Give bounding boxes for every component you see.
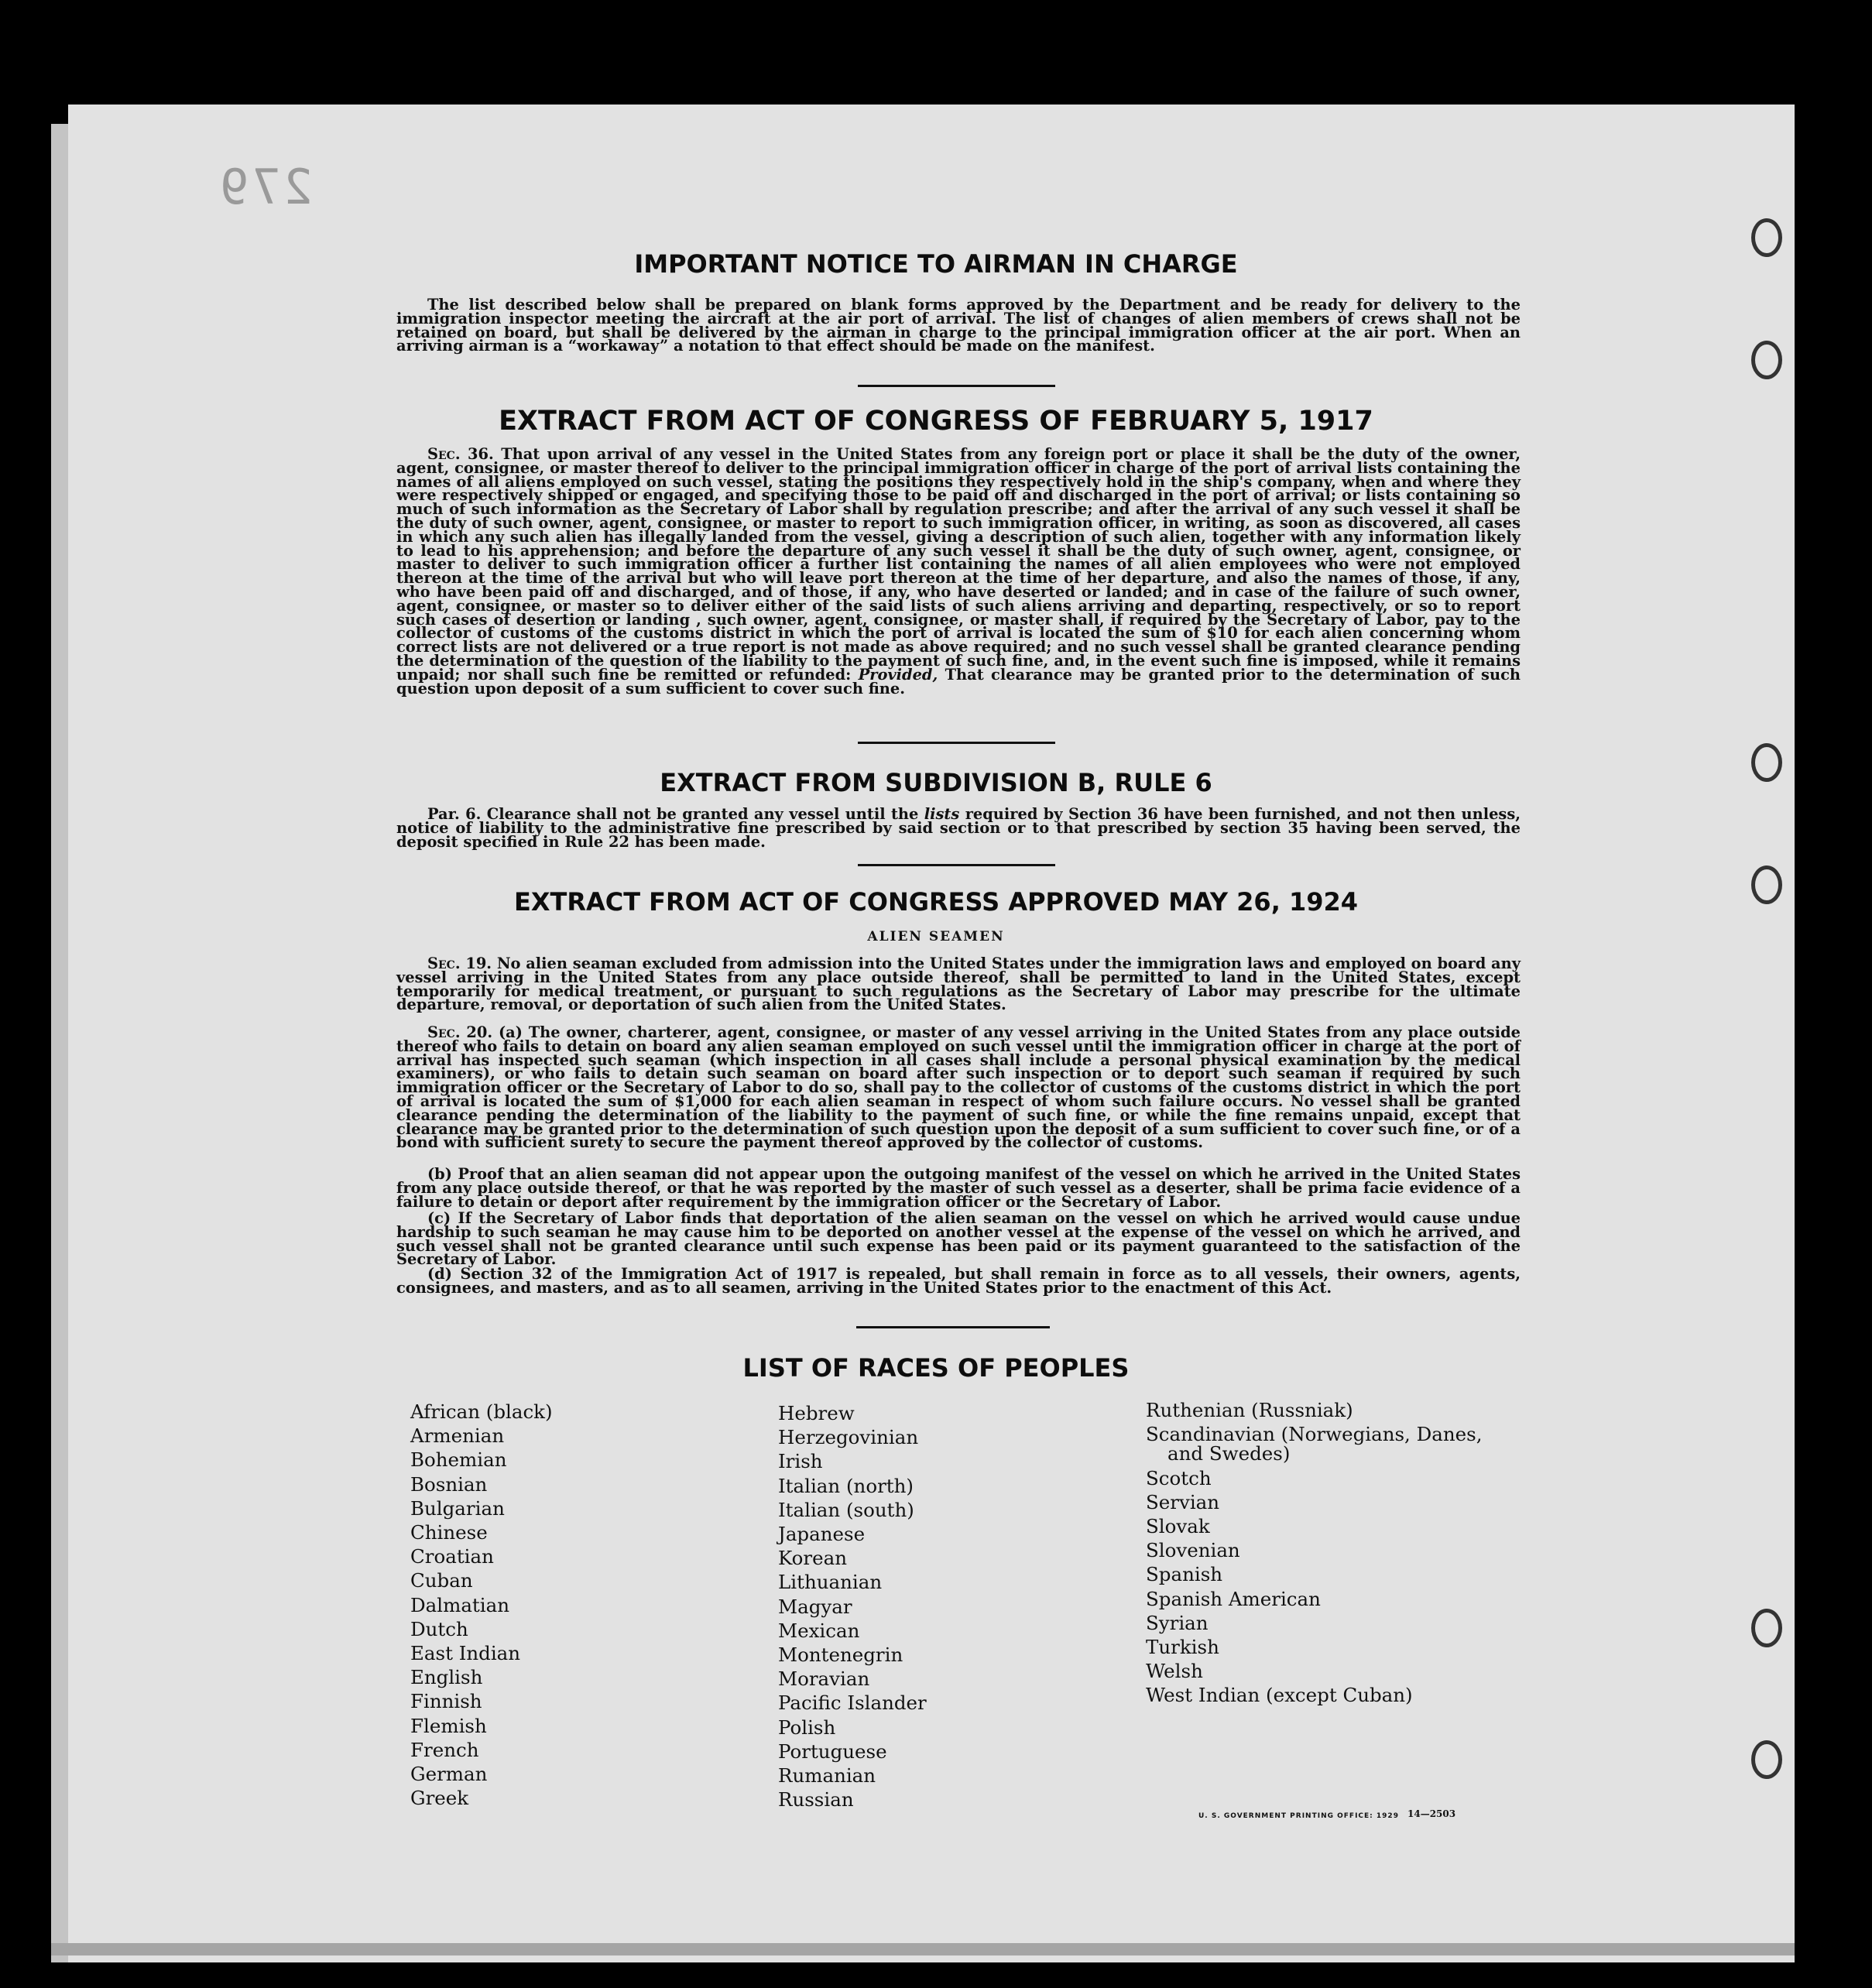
race-item: Bulgarian	[410, 1496, 505, 1520]
provided-word: Provided,	[858, 665, 938, 684]
race-item: Magyar	[778, 1595, 852, 1618]
race-item: Chinese	[410, 1521, 488, 1544]
act-1917-body-end: That clearance may be granted prior to the determination of such question upon deposit of a sum sufficient to cover such fine.	[396, 665, 1521, 698]
lists-word: lists	[924, 805, 960, 823]
page-edge-bottom	[51, 1943, 1795, 1955]
sec-20b-text: (b) Proof that an alien seaman did not appear upon the outgoing manifest of the vessel on which he arrived in the United States from any place outside thereof, or that he was reported by the master of such vessel as a deserter, shall be prima facie evidence of a failure to detain or deport after requirement by the immigration officer or the Secretary of Labor.	[396, 1165, 1521, 1211]
binder-hole-icon	[1751, 1609, 1782, 1647]
divider	[858, 864, 1055, 866]
race-item: Spanish	[1146, 1563, 1223, 1586]
race-item: Lithuanian	[778, 1571, 883, 1594]
race-item: Cuban	[410, 1569, 473, 1592]
race-item: Rumanian	[778, 1764, 876, 1787]
race-item: Korean	[778, 1547, 847, 1570]
sec-20a-text	[396, 1023, 1521, 1152]
races-title: LIST OF RACES OF PEOPLES	[742, 1353, 1130, 1383]
notice-title: IMPORTANT NOTICE TO AIRMAN IN CHARGE	[634, 249, 1238, 279]
race-item: Welsh	[1146, 1660, 1203, 1683]
race-item: Slovak	[1146, 1515, 1210, 1538]
act-1917-title: EXTRACT FROM ACT OF CONGRESS OF FEBRUARY 5, 1917	[499, 406, 1373, 437]
race-item: Servian	[1146, 1490, 1220, 1513]
race-item: Italian (north)	[778, 1474, 914, 1497]
race-item-continued: and Swedes)	[1167, 1442, 1291, 1465]
form-number: 14—2503	[1407, 1808, 1456, 1819]
sec-20a-body: (a) The owner, charterer, agent, consignee, or master of any vessel arriving in the United States from any place outside thereof who fails to detain on board any alien seaman employed on such vessel until the immigration officer in charge at the port of arrival has inspected such seaman (which inspection in all cases shall include a personal physical examination by the medical examiners), or who fails to detain such seaman on board after such inspection or to deport such seaman if required by such immigration officer or the Secretary of Labor to do so, shall pay to the collector of customs of the customs district in which the port of arrival is located the sum of $1,000 for each alien seaman in respect of whom such failure occurs. No vessel shall be granted clearance pending the determination of the liability to the payment of such fine, or while the fine remains unpaid, except that clearance may be granted prior to the determination of such question upon the deposit of a sum sufficient to cover such fine, or of a bond with sufficient surety to secure the payment thereof approved by the collector of customs.	[396, 1023, 1521, 1152]
race-item: Dutch	[410, 1617, 468, 1640]
race-item: Pacific Islander	[778, 1692, 927, 1715]
race-item: Japanese	[778, 1523, 866, 1546]
rule-6-text	[396, 805, 1521, 851]
section-label: Sec. 19.	[427, 955, 492, 972]
race-item: Turkish	[1146, 1636, 1219, 1659]
rule-6-title: EXTRACT FROM SUBDIVISION B, RULE 6	[660, 768, 1212, 797]
binder-hole-icon	[1751, 1740, 1782, 1779]
sec-19-body: No alien seaman excluded from admission into the United States under the immigration laws and employed on board any vessel arriving in the United States from any place outside thereof, shall be permitted to land in the United States, except temporarily for medical treatment, or pursuant to such regulations as the Secretary of Labor may prescribe for the ultimate departure, removal, or deportation of such alien from the United States.	[396, 955, 1521, 1014]
sec-20c-text: (c) If the Secretary of Labor finds that deportation of the alien seaman on the vessel on which he arrived would cause undue hardship to such seaman he may cause him to be deported on another vessel at the expense of the vessel on which he arrived, and such vessel shall not be granted clearance until such expense has been paid or its payment guaranteed to the satisfaction of the Secretary of Labor.	[396, 1209, 1521, 1269]
race-item: Scotch	[1146, 1466, 1212, 1489]
race-item: Russian	[778, 1788, 854, 1811]
binder-hole-icon	[1751, 341, 1782, 379]
divider	[858, 385, 1055, 387]
section-label: Sec. 20.	[427, 1023, 493, 1041]
race-item: Syrian	[1146, 1611, 1209, 1634]
race-item: Bohemian	[410, 1448, 507, 1472]
divider	[858, 742, 1055, 744]
race-item: Spanish American	[1146, 1587, 1321, 1610]
race-item: Italian (south)	[778, 1498, 914, 1521]
act-1924-title: EXTRACT FROM ACT OF CONGRESS APPROVED MAY 26, 1924	[513, 887, 1359, 917]
section-label: Sec. 36.	[427, 445, 494, 463]
race-item: Dalmatian	[410, 1593, 509, 1616]
notice-text: The list described below shall be prepared on blank forms approved by the Department and be ready for delivery to the immigration inspector meeting the aircraft at the air port of arrival. The list of changes of alien members of crews shall not be retained on board, but shall be delivered by the airman in charge to the principal immigration officer at the air port. When an arriving airman is a “workaway” a notation to that effect should be made on the manifest.	[396, 296, 1521, 355]
act-1917-text	[396, 445, 1521, 698]
race-item: African (black)	[410, 1400, 553, 1423]
race-item: Hebrew	[778, 1402, 855, 1424]
race-item: West Indian (except Cuban)	[1146, 1684, 1413, 1707]
race-item: East Indian	[410, 1642, 521, 1665]
sec-20d-text: (d) Section 32 of the Immigration Act of 1917 is repealed, but shall remain in force as to all vessels, their owners, agents, consignees, and masters, and as to all seamen, arriving in the United States prior to the enactment of this Act.	[396, 1265, 1521, 1297]
rule-6-text-a: Par. 6. Clearance shall not be granted any vessel until the	[427, 805, 919, 823]
divider	[856, 1326, 1050, 1328]
race-item: Flemish	[410, 1714, 487, 1737]
races-column-2	[778, 1401, 927, 1811]
races-column-1	[410, 1400, 553, 1810]
race-item: Portuguese	[778, 1740, 887, 1763]
sec-19-text	[396, 957, 1521, 1012]
race-item: Bosnian	[410, 1472, 488, 1496]
race-item: Greek	[410, 1787, 469, 1810]
races-column-3	[1146, 1398, 1483, 1708]
race-item: Herzegovinian	[778, 1426, 919, 1449]
race-item: German	[410, 1763, 488, 1786]
race-item: Mexican	[778, 1619, 860, 1642]
race-item: Slovenian	[1146, 1539, 1240, 1562]
race-item: Croatian	[410, 1545, 494, 1568]
handwritten-page-number: 279	[217, 159, 313, 215]
printer-imprint: U. S. GOVERNMENT PRINTING OFFICE: 1929	[1198, 1812, 1399, 1820]
race-item: Ruthenian (Russniak)	[1146, 1399, 1353, 1421]
race-item: Armenian	[410, 1424, 505, 1448]
alien-seamen-subtitle: ALIEN SEAMEN	[867, 929, 1005, 944]
page-edge-left	[51, 124, 68, 1962]
race-item: Irish	[778, 1450, 823, 1473]
race-item: Scandinavian (Norwegians, Danes,	[1146, 1423, 1483, 1446]
race-item: Finnish	[410, 1690, 482, 1713]
act-1917-body: That upon arrival of any vessel in the United States from any foreign port or place it shall be the duty of the owner, agent, consignee, or master thereof to deliver to the principal immigration officer in charge of the port of arrival lists containing the names of all aliens employed on such vessel, stating the positions they respectively hold in the ship's company, when and where they were respectively shipped or engaged, and specifying those to be paid off and discharged in the port of arrival; or lists containing so much of such information as the Secretary of Labor shall by regulation prescribe; and after the arrival of any such vessel it shall be the duty of such owner, agent, consignee, or master to report to such immigration officer, in writing, as soon as discovered, all cases in which any such alien has illegally landed from the vessel, giving a description of such alien, together with any information likely to lead to his apprehension; and before the departure of any such vessel it shall be the duty of such owner, agent, consignee, or master to deliver to such immigration officer a further list containing the names of all alien employees who were not employed thereon at the time of the arrival but who will leave port thereon at the time of her departure, and also the names of those, if any, who have been paid off and discharged, and of those, if any, who have deserted or landed; and in case of the failure of such owner, agent, consignee, or master so to deliver either of the said lists of such aliens arriving and departing, respectively, or so to report such cases of desertion or landing , such owner, agent, consignee, or master shall, if required by the Secretary of Labor, pay to the collector of customs of the customs district in which the port of arrival is located the sum of $10 for each alien concerning whom correct lists are not delivered or a true report is not made as above required; and no such vessel shall be granted clearance pending the determination of the question of the liability to the payment of such fine, and, in the event such fine is imposed, while it remains unpaid; nor shall such fine be remitted or refunded:	[396, 445, 1521, 684]
race-item: Moravian	[778, 1668, 870, 1691]
race-item: English	[410, 1666, 483, 1689]
race-item: Polish	[778, 1716, 836, 1739]
race-item: Montenegrin	[778, 1644, 903, 1667]
rule-6-text-b: required by Section 36 have been furnished, and not then unless, notice of liability to the administrative fine prescribed by said section or to that prescribed by section 35 having been served, the deposit specified in Rule 22 has been made.	[396, 805, 1521, 851]
race-item: French	[410, 1738, 479, 1761]
